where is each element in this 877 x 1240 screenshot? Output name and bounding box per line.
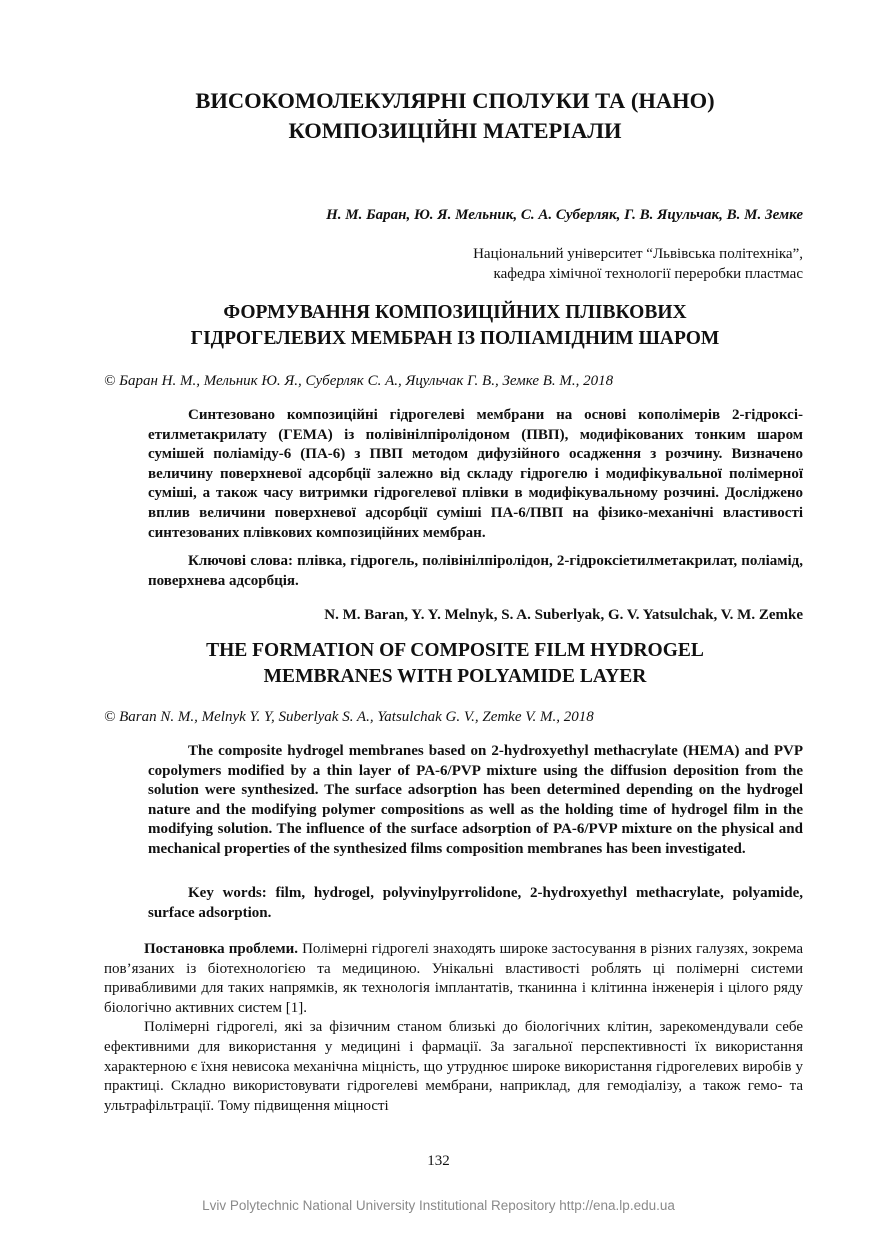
- article-title-ukrainian-line-2: ГІДРОГЕЛЕВИХ МЕМБРАН ІЗ ПОЛІАМІДНИМ ШАРОМ: [190, 328, 720, 349]
- repository-footer: Lviv Polytechnic National University Institutional Repository http://ena.lp.edu.ua: [202, 1198, 675, 1213]
- article-title-ukrainian-line-1: ФОРМУВАННЯ КОМПОЗИЦІЙНИХ ПЛІВКОВИХ: [223, 302, 687, 323]
- article-title-english-line-2: MEMBRANES WITH POLYAMIDE LAYER: [263, 666, 647, 687]
- section-title-line-1: ВИСОКОМОЛЕКУЛЯРНІ СПОЛУКИ ТА (НАНО): [195, 88, 715, 113]
- body-paragraph-1-text: Полімерні гідрогелі знаходять широке застосування в різних галузях, зокрема пов’язаних із біотехнологією та медициною. Унікальні властивості роблять ці полімерні системи привабливими для таких напрямків, як технологія імплантатів, тканинна і клітинна інженерія і цілого ряду біологічно активних систем [1].: [104, 941, 804, 1016]
- section-title: [100, 86, 810, 146]
- body-text: [104, 940, 803, 1116]
- keywords-english-list: film, hydrogel, polyvinylpyrrolidone, 2-hydroxyethyl methacrylate, polyamide, surface adsorption.: [148, 885, 803, 921]
- keywords-english-label: Key words:: [188, 885, 267, 901]
- authors-ukrainian: Н. М. Баран, Ю. Я. Мельник, С. А. Суберляк, Г. В. Яцульчак, В. М. Земке: [326, 207, 803, 223]
- article-title-english-line-1: THE FORMATION OF COMPOSITE FILM HYDROGEL: [206, 640, 704, 661]
- abstract-english: The composite hydrogel membranes based on 2-hydroxyethyl methacrylate (HEMA) and PVP copolymers modified by a thin layer of PA-6/PVP mixture using the diffusion deposition from the solution were synthesized. The surface adsorption has been determined depending on the hydrogel nature and the modifying polymer compositions as well as the holding time of hydrogel film in the modifying solution. The influence of the surface adsorption of PA-6/PVP mixture on the physical and mechanical properties of the synthesized films composition membranes has been investigated.: [148, 743, 803, 857]
- section-title-line-2: КОМПОЗИЦІЙНІ МАТЕРІАЛИ: [288, 118, 622, 143]
- article-title-ukrainian: [100, 300, 810, 352]
- affiliation-university: Національний університет “Львівська політехніка”,: [473, 246, 803, 262]
- affiliation: [380, 244, 803, 284]
- keywords-ukrainian-list: плівка, гідрогель, полівінілпіролідон, 2-гідроксіетилметакрилат, поліамід, поверхнева адсорбція.: [148, 553, 803, 589]
- abstract-ukrainian: Синтезовано композиційні гідрогелеві мембрани на основі кополімерів 2-гідроксі-етилметакрилату (ГЕМА) із полівінілпіролідоном (ПВП), модифікованих тонким шаром сумішей поліаміду-6 (ПА-6) з ПВП методом дифузійного осадження з розчину. Визначено величину поверхневої адсорбції залежно від складу гідрогелю і модифікувальної полімерної суміші, а також часу витримки гідрогелевої плівки в модифікувальному розчині. Досліджено вплив величини поверхневої адсорбції суміші ПА-6/ПВП на фізико-механічні властивості синтезованих плівкових композиційних мембран.: [148, 407, 803, 541]
- keywords-ukrainian-label: Ключові слова:: [188, 553, 293, 569]
- problem-statement-heading: Постановка проблеми.: [144, 941, 299, 957]
- keywords-ukrainian: [148, 552, 803, 591]
- copyright-english: © Baran N. M., Melnyk Y. Y, Suberlyak S. A., Yatsulchak G. V., Zemke V. M., 2018: [104, 709, 594, 725]
- keywords-english: [148, 884, 803, 923]
- body-paragraph-2: Полімерні гідрогелі, які за фізичним станом близькі до біологічних клітин, зарекомендували себе ефективними для використання у медицині і фармації. За загальної перспективності їх використання характерною є їхня невисока механічна міцність, що утруднює широке використання гідрогелевих виробів у практиці. Складно використовувати гідрогелеві мембрани, наприклад, для гемодіалізу, а також гемо- та ультрафільтрації. Тому підвищення міцності: [104, 1019, 803, 1114]
- affiliation-department: кафедра хімічної технології переробки пластмас: [493, 266, 803, 282]
- article-title-english: [100, 638, 810, 690]
- copyright-ukrainian: © Баран Н. М., Мельник Ю. Я., Суберляк С. А., Яцульчак Г. В., Земке В. М., 2018: [104, 373, 614, 389]
- authors-english: N. M. Baran, Y. Y. Melnyk, S. A. Suberlyak, G. V. Yatsulchak, V. M. Zemke: [324, 607, 803, 623]
- page-number: 132: [427, 1153, 450, 1169]
- body-paragraph-1: [104, 940, 803, 1018]
